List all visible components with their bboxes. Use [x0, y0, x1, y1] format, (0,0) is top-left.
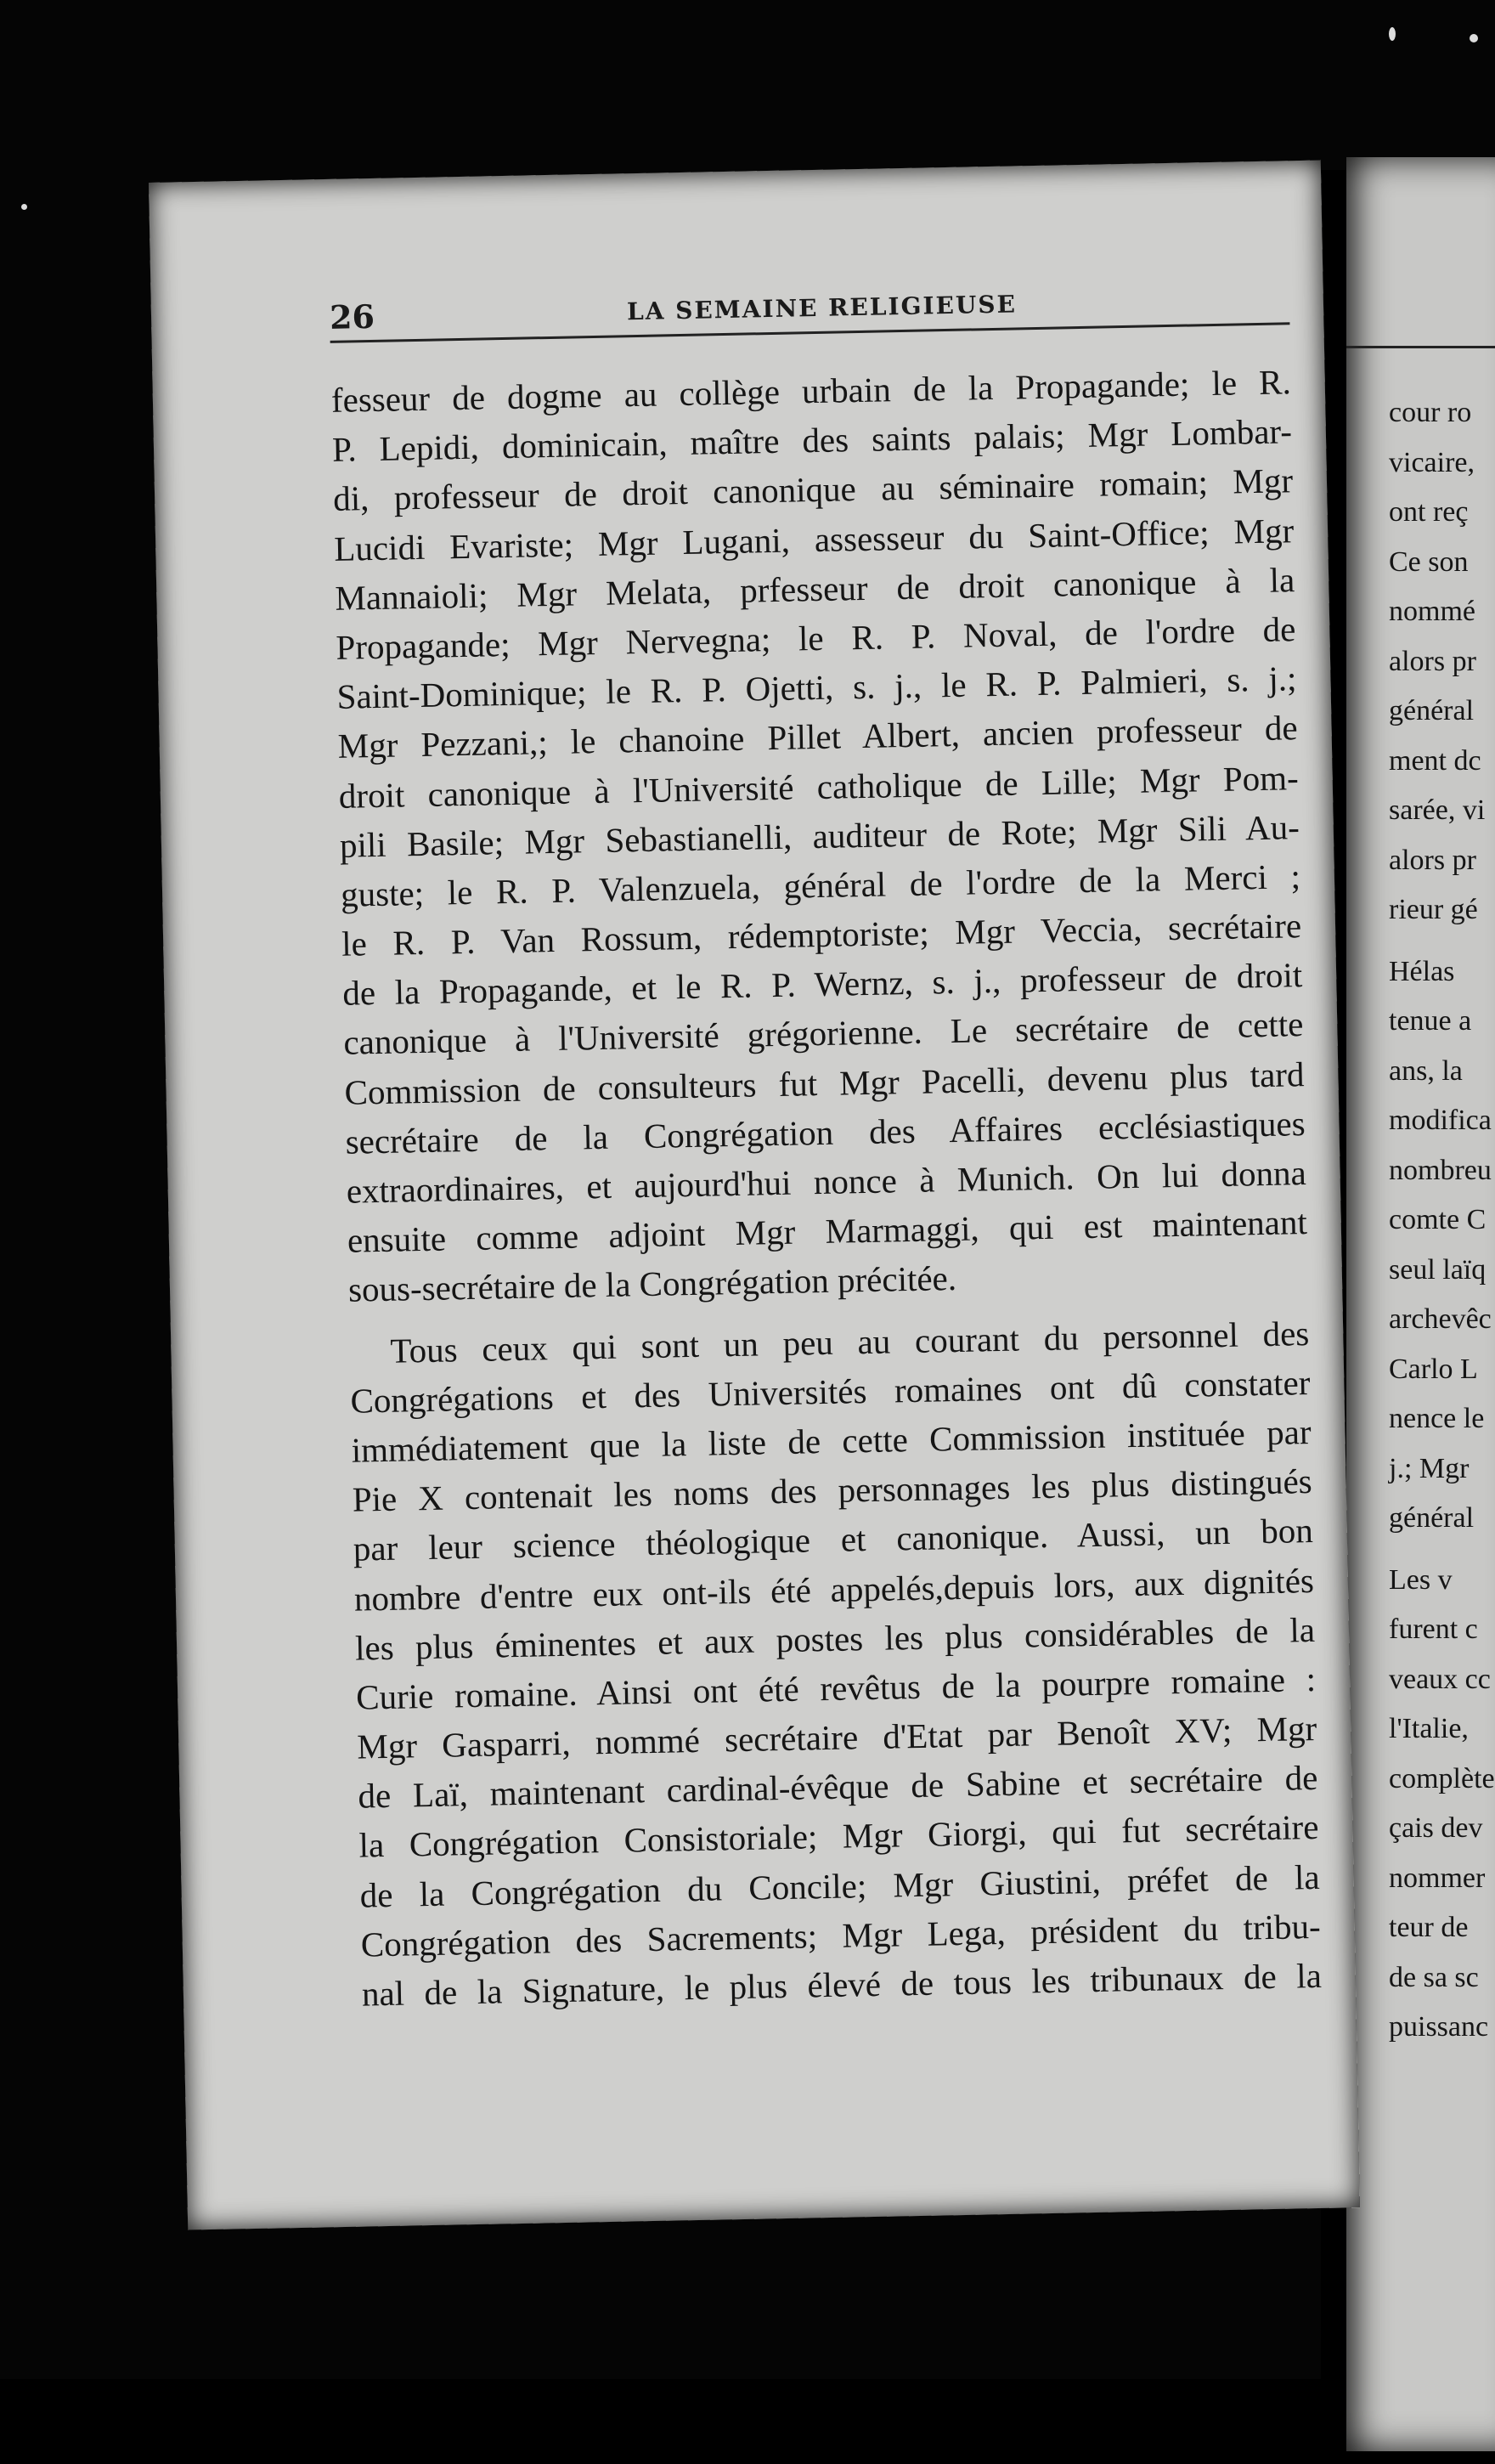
- facing-line: l'Italie,: [1389, 1713, 1469, 1744]
- facing-line: comte C: [1389, 1204, 1487, 1235]
- text-line: di, professeur de droit canonique au séminaire romain; Mgr: [332, 461, 1294, 519]
- paragraph: [349, 1308, 1322, 2019]
- facing-header-rule: [1346, 346, 1495, 348]
- facing-line: de sa sc: [1389, 1961, 1479, 1993]
- text-line: de Laï, maintenant cardinal-évêque de Sabine et secrétaire de: [358, 1758, 1318, 1816]
- facing-line: archevêc: [1389, 1303, 1492, 1335]
- text-line: sous-secrétaire de la Congrégation précitée.: [347, 1258, 957, 1310]
- facing-line: nommé: [1389, 596, 1475, 627]
- dust-speck: [21, 204, 27, 210]
- facing-line: Ce son: [1389, 545, 1469, 578]
- facing-line: seul laïq: [1389, 1253, 1487, 1286]
- facing-line: complète: [1389, 1762, 1495, 1794]
- dust-speck: [1470, 34, 1478, 42]
- text-line: Congrégation des Sacrements; Mgr Lega, président du tribu-: [360, 1906, 1322, 1964]
- text-line: Lucidi Evariste; Mgr Lugani, assesseur du Saint-Office; Mgr: [333, 510, 1295, 568]
- facing-line: modifica: [1389, 1105, 1492, 1136]
- facing-line: alors pr: [1389, 844, 1476, 876]
- facing-line: rieur gé: [1389, 894, 1478, 925]
- facing-line: Hélas: [1389, 955, 1455, 987]
- facing-page-text: [1389, 388, 1495, 2053]
- paragraph: [330, 357, 1308, 1314]
- text-line: P. Lepidi, dominicain, maître des saints palais; Mgr Lombar-: [331, 411, 1293, 470]
- facing-line: tenue a: [1389, 1005, 1472, 1037]
- facing-line: général: [1389, 695, 1475, 726]
- facing-line: cour ro: [1389, 397, 1472, 428]
- facing-line: çais dev: [1389, 1812, 1483, 1844]
- text-line: extraordinaires, et aujourd'hui nonce à Munich. On lui donna: [346, 1153, 1307, 1211]
- facing-line: nombreu: [1389, 1154, 1492, 1186]
- facing-line: Les v: [1389, 1563, 1453, 1596]
- facing-line: alors pr: [1389, 645, 1476, 677]
- text-line: droit canonique à l'Université catholique de Lille; Mgr Pom-: [338, 757, 1300, 816]
- facing-line: sarée, vi: [1389, 794, 1486, 826]
- page-number: 26: [329, 297, 375, 336]
- facing-line: furent c: [1389, 1613, 1478, 1645]
- text-line: secrétaire de la Congrégation des Affaires ecclésiastiques: [345, 1103, 1306, 1161]
- body-text: [330, 357, 1322, 2019]
- text-line: fesseur de dogme au collège urbain de la Propagande; le R.: [330, 362, 1292, 420]
- book-page: [149, 161, 1360, 2230]
- facing-line: Carlo L: [1389, 1353, 1478, 1385]
- facing-line: vicaire,: [1389, 446, 1475, 478]
- facing-line: puissanc: [1389, 2011, 1489, 2043]
- text-line: de la Congrégation du Concile; Mgr Giustini, préfet de la: [359, 1856, 1320, 1915]
- page-content: [329, 271, 1322, 2019]
- text-line: la Congrégation Consistoriale; Mgr Giorgi, qui fut secrétaire: [358, 1807, 1319, 1866]
- dust-speck: [1389, 27, 1396, 41]
- facing-line: ans, la: [1389, 1054, 1463, 1087]
- facing-line: j.; Mgr: [1389, 1452, 1470, 1484]
- text-line: Commission de consulteurs fut Mgr Pacelli, devenu plus tard: [344, 1054, 1305, 1112]
- page-header: [329, 271, 1289, 343]
- text-line: nombre d'entre eux ont-ils été appelés,depuis lors, aux dignités: [353, 1560, 1315, 1619]
- facing-line: teur de: [1389, 1912, 1469, 1943]
- facing-line: nommer: [1389, 1862, 1486, 1894]
- facing-line: général: [1389, 1502, 1475, 1534]
- text-line: Mannaioli; Mgr Melata, prfesseur de droit canonique à la: [334, 559, 1295, 618]
- text-line: ensuite comme adjoint Mgr Marmaggi, qui est maintenant: [347, 1202, 1308, 1260]
- facing-line: ment dc: [1389, 744, 1481, 777]
- text-line: Tous ceux qui sont un peu au courant du personnel des: [389, 1313, 1310, 1370]
- facing-paragraph-gap: [1389, 935, 1495, 947]
- text-line: les plus éminentes et aux postes les plus considérables de la: [354, 1609, 1316, 1668]
- text-line: pili Basile; Mgr Sebastianelli, auditeur de Rote; Mgr Sili Au-: [339, 806, 1300, 865]
- text-line: Mgr Pezzani,; le chanoine Pillet Albert, ancien professeur de: [337, 708, 1299, 766]
- text-line: de la Propagande, et le R. P. Wernz, s. j., professeur de droit: [341, 955, 1303, 1014]
- text-line: le R. P. Van Rossum, rédemptoriste; Mgr Veccia, secrétaire: [341, 906, 1302, 964]
- text-line: guste; le R. P. Valenzuela, général de l'ordre de la Merci ;: [340, 856, 1301, 914]
- text-line: nal de la Signature, le plus élevé de tous les tribunaux de la: [361, 1955, 1323, 2014]
- facing-line: nence le: [1389, 1403, 1485, 1434]
- facing-line: veaux cc: [1389, 1663, 1491, 1695]
- facing-paragraph-gap: [1389, 1544, 1495, 1556]
- text-line: Congrégations et des Universités romaines ont dû constater: [350, 1362, 1311, 1421]
- text-line: par leur science théologique et canonique. Aussi, un bon: [353, 1511, 1314, 1568]
- facing-line: ont reç: [1389, 496, 1469, 528]
- text-line: Saint-Dominique; le R. P. Ojetti, s. j., le R. P. Palmieri, s. j.;: [336, 658, 1297, 716]
- running-head: LA SEMAINE RELIGIEUSE: [626, 290, 1018, 326]
- facing-page: [1346, 157, 1495, 2451]
- text-line: Mgr Gasparri, nommé secrétaire d'Etat par Benoît XV; Mgr: [356, 1709, 1317, 1766]
- text-line: immédiatement que la liste de cette Commission instituée par: [351, 1411, 1312, 1470]
- text-line: Propagande; Mgr Nervegna; le R. P. Noval, de l'ordre de: [336, 609, 1296, 667]
- text-line: Curie romaine. Ainsi ont été revêtus de la pourpre romaine :: [355, 1659, 1317, 1717]
- text-line: canonique à l'Université grégorienne. Le secrétaire de cette: [343, 1004, 1304, 1063]
- text-line: Pie X contenait les noms des personnages les plus distingués: [352, 1461, 1313, 1519]
